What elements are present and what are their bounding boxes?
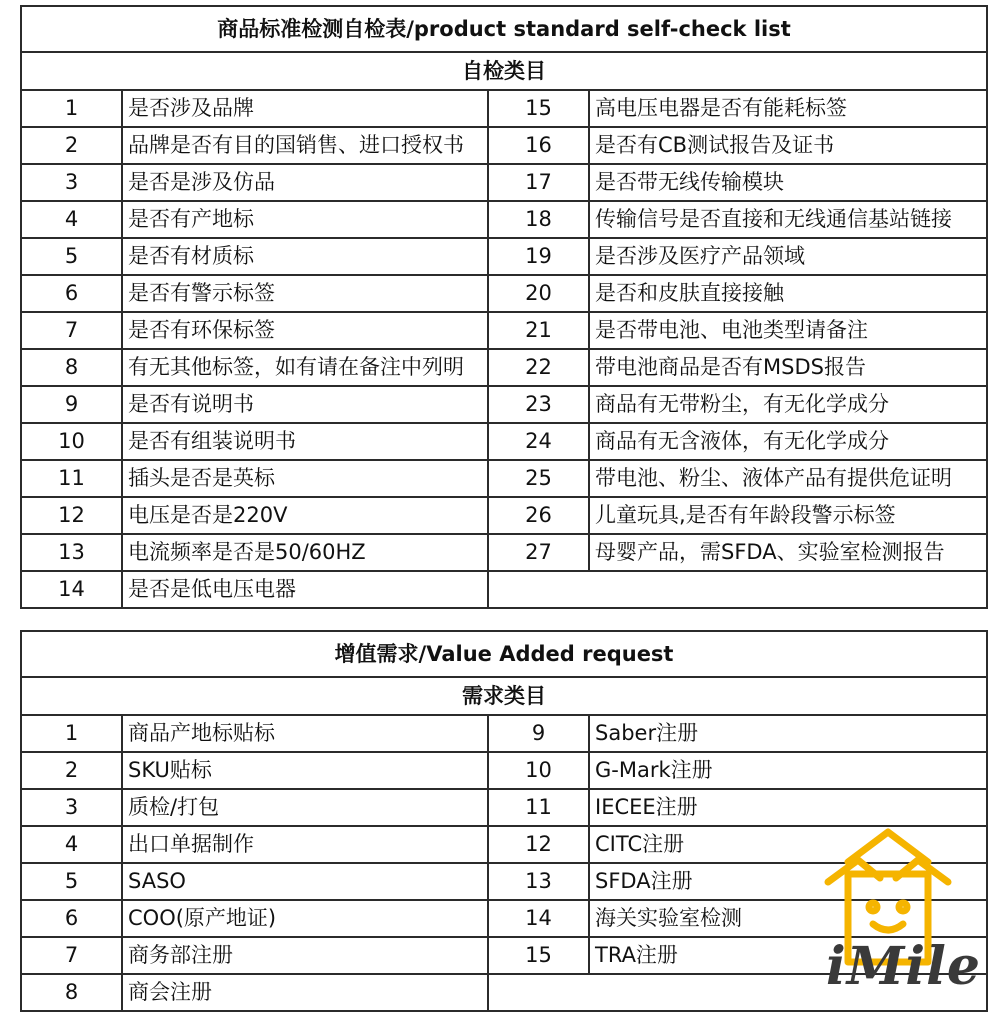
item-number: 9 (21, 386, 122, 423)
item-text: 品牌是否有目的国销售、进口授权书 (122, 127, 488, 164)
item-text: 是否有说明书 (122, 386, 488, 423)
item-number: 2 (21, 127, 122, 164)
item-text: 母婴产品，需SFDA、实验室检测报告 (589, 534, 987, 571)
item-text: 是否有产地标 (122, 201, 488, 238)
item-number: 27 (488, 534, 589, 571)
item-number: 5 (21, 238, 122, 275)
item-text: 商务部注册 (122, 937, 488, 974)
table-row (21, 349, 987, 386)
table-row (21, 423, 987, 460)
item-text: 是否是低电压电器 (122, 571, 488, 608)
item-number: 6 (21, 900, 122, 937)
table-subtitle: 自检类目 (21, 52, 987, 90)
item-number: 12 (488, 826, 589, 863)
item-text: 是否有环保标签 (122, 312, 488, 349)
item-text: 带电池、粉尘、液体产品有提供危证明 (589, 460, 987, 497)
item-text: 是否有组装说明书 (122, 423, 488, 460)
item-number: 4 (21, 826, 122, 863)
item-text: 有无其他标签，如有请在备注中列明 (122, 349, 488, 386)
table-row (21, 460, 987, 497)
table-row (21, 275, 987, 312)
table-row (21, 238, 987, 275)
item-text: TRA注册 (589, 937, 987, 974)
item-text: Saber注册 (589, 715, 987, 752)
item-text: 是否有警示标签 (122, 275, 488, 312)
item-text: 质检/打包 (122, 789, 488, 826)
table-row (21, 127, 987, 164)
table-row (21, 201, 987, 238)
item-text: 高电压电器是否有能耗标签 (589, 90, 987, 127)
item-number: 6 (21, 275, 122, 312)
empty-cell (488, 571, 987, 608)
item-number: 20 (488, 275, 589, 312)
item-number: 9 (488, 715, 589, 752)
item-text: IECEE注册 (589, 789, 987, 826)
table-row (21, 164, 987, 201)
table-subtitle: 需求类目 (21, 677, 987, 715)
table-row (21, 312, 987, 349)
table-row (21, 715, 987, 752)
item-text: 商品有无带粉尘，有无化学成分 (589, 386, 987, 423)
item-text: 是否有材质标 (122, 238, 488, 275)
item-number: 2 (21, 752, 122, 789)
item-number: 14 (21, 571, 122, 608)
item-text: G-Mark注册 (589, 752, 987, 789)
item-number: 3 (21, 164, 122, 201)
item-number: 26 (488, 497, 589, 534)
item-text: 电流频率是否是50/60HZ (122, 534, 488, 571)
item-number: 11 (21, 460, 122, 497)
item-number: 19 (488, 238, 589, 275)
item-number: 10 (488, 752, 589, 789)
item-number: 25 (488, 460, 589, 497)
item-text: 是否带电池、电池类型请备注 (589, 312, 987, 349)
item-number: 1 (21, 90, 122, 127)
table-row (21, 534, 987, 571)
table-row (21, 90, 987, 127)
item-text: 出口单据制作 (122, 826, 488, 863)
item-number: 16 (488, 127, 589, 164)
item-text: 是否涉及品牌 (122, 90, 488, 127)
item-number: 8 (21, 974, 122, 1011)
item-number: 10 (21, 423, 122, 460)
item-number: 3 (21, 789, 122, 826)
table-row (21, 752, 987, 789)
item-text: 电压是否是220V (122, 497, 488, 534)
item-number: 24 (488, 423, 589, 460)
item-number: 1 (21, 715, 122, 752)
item-text: 商会注册 (122, 974, 488, 1011)
item-text: 是否涉及医疗产品领域 (589, 238, 987, 275)
item-number: 15 (488, 937, 589, 974)
item-text: 传输信号是否直接和无线通信基站链接 (589, 201, 987, 238)
item-text: 是否和皮肤直接接触 (589, 275, 987, 312)
item-number: 23 (488, 386, 589, 423)
item-text: 儿童玩具,是否有年龄段警示标签 (589, 497, 987, 534)
item-number: 13 (21, 534, 122, 571)
item-text: 插头是否是英标 (122, 460, 488, 497)
item-number: 7 (21, 312, 122, 349)
item-number: 12 (21, 497, 122, 534)
item-text: SKU贴标 (122, 752, 488, 789)
table-title: 增值需求/Value Added request (21, 631, 987, 677)
self-check-table (20, 5, 988, 609)
item-text: SASO (122, 863, 488, 900)
item-text: 商品产地标贴标 (122, 715, 488, 752)
item-text: 是否是涉及仿品 (122, 164, 488, 201)
item-number: 11 (488, 789, 589, 826)
item-number: 7 (21, 937, 122, 974)
item-text: SFDA注册 (589, 863, 987, 900)
item-number: 5 (21, 863, 122, 900)
table-row (21, 386, 987, 423)
table-title: 商品标准检测自检表/product standard self-check list (21, 6, 987, 52)
item-text: 带电池商品是否有MSDS报告 (589, 349, 987, 386)
item-number: 17 (488, 164, 589, 201)
item-text: 商品有无含液体，有无化学成分 (589, 423, 987, 460)
item-text: 是否有CB测试报告及证书 (589, 127, 987, 164)
item-text: 是否带无线传输模块 (589, 164, 987, 201)
item-number: 18 (488, 201, 589, 238)
item-number: 4 (21, 201, 122, 238)
table-row (21, 789, 987, 826)
item-number: 14 (488, 900, 589, 937)
item-text: 海关实验室检测 (589, 900, 987, 937)
item-number: 15 (488, 90, 589, 127)
item-text: CITC注册 (589, 826, 987, 863)
table-row (21, 571, 987, 608)
table-row (21, 497, 987, 534)
item-number: 8 (21, 349, 122, 386)
item-number: 13 (488, 863, 589, 900)
item-text: COO(原产地证) (122, 900, 488, 937)
item-number: 22 (488, 349, 589, 386)
imile-logo-text: iMile (826, 936, 981, 997)
item-number: 21 (488, 312, 589, 349)
